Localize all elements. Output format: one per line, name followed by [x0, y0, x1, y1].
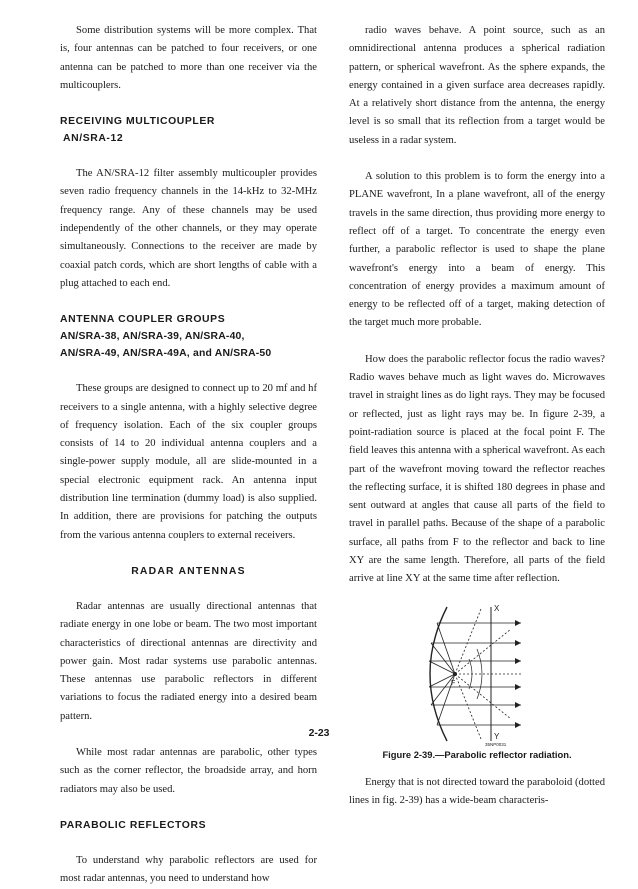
right-column: [349, 22, 605, 810]
paragraph: To understand why parabolic reflectors are used for most radar antennas, you need to understand how: [60, 854, 317, 885]
paragraph: These groups are designed to connect up to 20 mf and hf receivers to a single antenna, with a highly selective degree of frequency isolation. Each of the six coupler groups consists of 14 to 20 individual antenna couplers and a single-power supply module, all are slide-mounted in a special electronic equipment rack. An antenna input distribution line termination (dummy load) is also supplied. In addition, there are provisions for patching the outputs from the various antenna couplers to external receivers.: [60, 383, 317, 541]
parabolic-reflector-diagram: [411, 599, 531, 749]
heading-line: AN/SRA-12: [63, 133, 124, 145]
paragraph: How does the parabolic reflector focus the radio waves? Radio waves behave much as light waves do. Microwaves travel in straight lines as do light rays. They may be focused or reflected, just as light rays may be. In figure 2-39, a point-radiation source is placed at the focal point F. The field leaves this antenna with a spherical wavefront. As each part of the wavefront moving toward the reflector reaches the reflecting surface, it is shifted 180 degrees in phase and sent outward at angles that cause all parts of the field to travel in parallel paths. Because of the shape of a parabolic surface, all paths from F to the reflector and back to line XY are the same length. Therefore, all parts of the field arrive at line XY at the same time after reflection.: [349, 353, 605, 585]
label-x: X: [494, 603, 500, 613]
paragraph: While most radar antennas are parabolic, other types such as the corner reflector, the broadside array, and horn radiators may also be used.: [60, 747, 317, 795]
label-y: Y: [494, 731, 500, 741]
figure-2-39: [349, 599, 605, 749]
heading-line: RECEIVING MULTICOUPLER: [60, 116, 216, 128]
section-heading-radar-antennas: RADAR ANTENNAS: [131, 565, 246, 577]
label-f: F: [451, 679, 456, 687]
paragraph: A solution to this problem is to form the energy into a PLANE wavefront, In a plane wavefront, all of the energy travels in the same direction, thus providing more energy to reflect off of a target. To concentrate the energy even further, a parabolic reflector is used to shape the plane wavefront's energy into a beam of energy. This concentration of energy provides a maximum amount of energy to be reflected off of a target, making detection of the target much more probable.: [349, 171, 605, 329]
paragraph: Radar antennas are usually directional antennas that radiate energy in one lobe or beam. The two most important characteristics of directional antennas are directivity and power gain. Most radar systems use parabolic antennas. These antennas use parabolic reflectors in different variations to focus the radiated energy into a desired beam pattern.: [60, 600, 317, 722]
heading-line: ANTENNA COUPLER GROUPS: [60, 314, 226, 326]
incident-rays: [429, 623, 455, 725]
heading-line: AN/SRA-49, AN/SRA-49A, and AN/SRA-50: [60, 348, 272, 360]
heading-line: AN/SRA-38, AN/SRA-39, AN/SRA-40,: [60, 331, 245, 343]
paragraph: Some distribution systems will be more complex. That is, four antennas can be patched to four receivers, or one antenna can be patched to more than one receiver via the multicouplers.: [60, 25, 317, 91]
section-heading-antenna-coupler-groups: [60, 311, 317, 362]
left-column: [60, 22, 317, 889]
paragraph: radio waves behave. A point source, such as an omnidirectional antenna produces a spherical radiation pattern, or spherical wavefront. As the sphere expands, the energy contained in a given surface area decreases rapidly. At a relatively short distance from the antenna, the energy level is so small that its reflection from a target would be useless in a radar system.: [349, 25, 605, 146]
section-heading-receiving-multicoupler: [60, 113, 317, 147]
paragraph: The AN/SRA-12 filter assembly multicoupler provides seven radio frequency channels in the 14-kHz to 32-MHz frequency range. Any of these channels may be used independently of the other channels, or they may operate simultaneously. Connections to the receiver are made by coaxial patch cords, which are short lengths of cable with a plug attached to each end.: [60, 168, 317, 289]
paragraph: Energy that is not directed toward the paraboloid (dotted lines in fig. 2-39) has a wide-beam characteris-: [349, 776, 605, 806]
dotted-rays: [455, 609, 521, 739]
figure-code: 35NP0031: [485, 741, 507, 747]
section-heading-parabolic-reflectors: PARABOLIC REFLECTORS: [60, 819, 207, 831]
figure-caption: Figure 2-39.—Parabolic reflector radiation.: [382, 748, 572, 760]
page-number: 2-23: [308, 728, 330, 739]
